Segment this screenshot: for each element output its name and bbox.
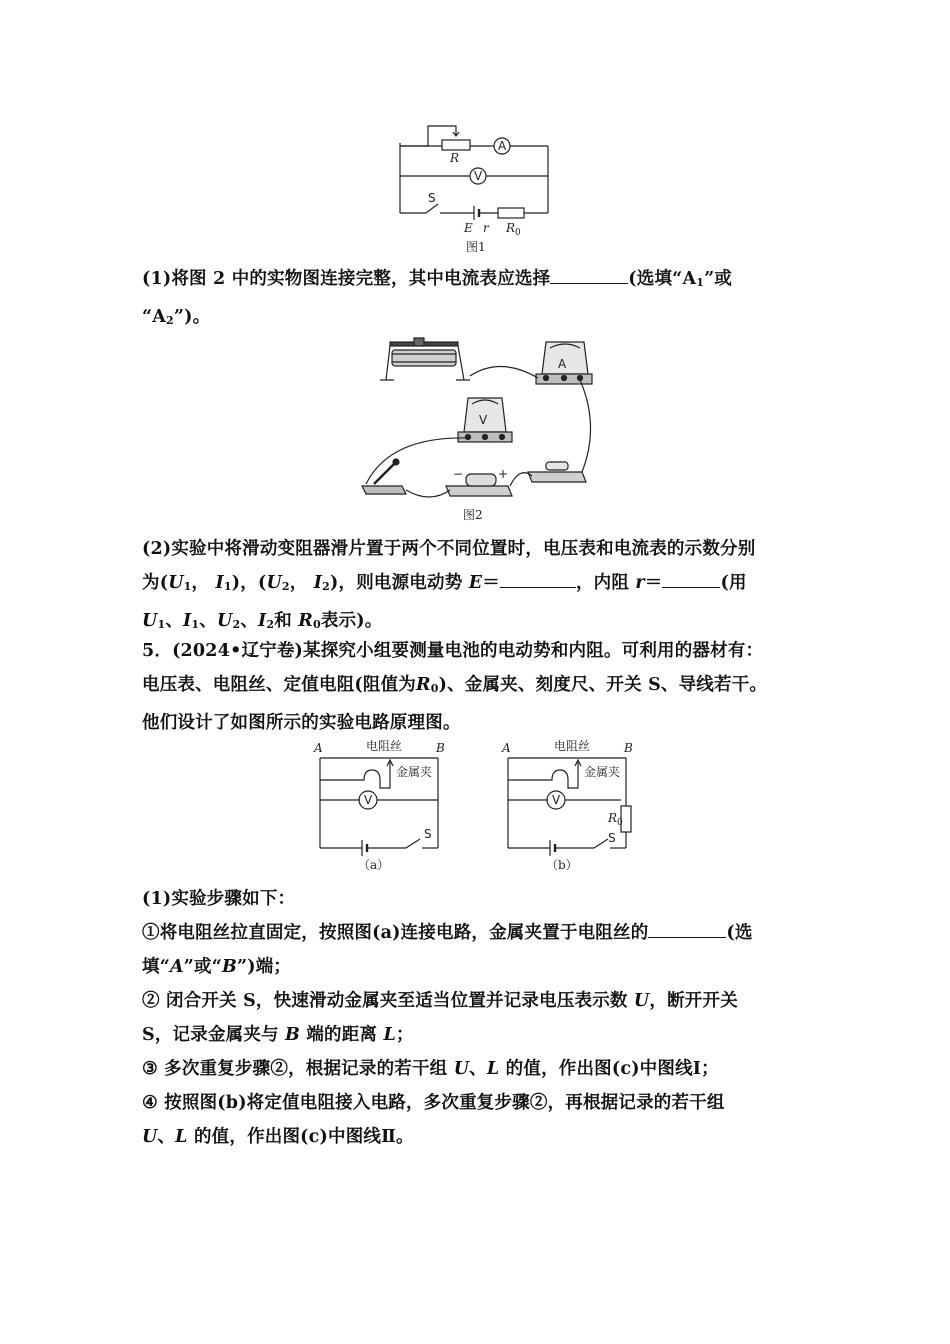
- question-2: (2)实验中将滑动变阻器滑片置于两个不同位置时，电压表和电流表的示数分别 为($U_1$， $I_1$)，($U_2$， $I_2$)，则电源电动势 E＝ ，内阻 r＝ (用 $U_1$、$I_1$、$U_2$、$I_2$和 $R_0$表示)。: [142, 539, 756, 631]
- figure-b-clip-label: 金属夹: [584, 765, 621, 779]
- figure-1-circuit: [390, 118, 560, 256]
- figure-b-switch-label: S: [608, 831, 616, 845]
- answer-blank-ammeter[interactable]: [550, 263, 628, 284]
- step-2: ② 闭合开关 S，快速滑动金属夹至适当位置并记录电压表示数: [142, 991, 628, 1011]
- steps-title: (1)实验步骤如下：: [142, 889, 296, 909]
- figure-b-point-B: B: [624, 741, 633, 755]
- voltmeter-device-label: V: [479, 413, 488, 427]
- figure-a-circuit: [310, 738, 450, 874]
- internal-r-label: r: [483, 221, 489, 235]
- rheostat-label: R: [450, 151, 460, 165]
- figure-a-switch: [406, 839, 420, 848]
- figure-b-wire-label: 电阻丝: [554, 739, 591, 753]
- figure-a-caption: （a）: [358, 858, 390, 872]
- figure-b-r0-label: $R_0$: [608, 811, 623, 828]
- figure-a-switch-label: S: [424, 827, 432, 841]
- battery-minus: −: [453, 467, 464, 481]
- wire-switch-battery: [406, 490, 450, 497]
- ammeter-label: A: [498, 139, 507, 153]
- step-4: ④ 按照图(b)将定值电阻接入电路，多次重复步骤②，再根据记录的若干组: [142, 1093, 725, 1113]
- experiment-steps: (1)实验步骤如下： ①将电阻丝拉直固定，按照图(a)连接电路，金属夹置于电阻丝的 (选 填“A”或“B”)端； ② 闭合开关 S，快速滑动金属夹至适当位置并记录电压表示数 U，断开开关 S，记录金属夹与 B 端的距离 L； ③ 多次重复步骤②，根据记录的若干组 U、L 的值，作出图(c)中图线Ⅰ； ④ 按照图(b)将定值电阻接入电路，多次重复步骤②，再根据记录的若干组 U、L 的值，作出图(c)中图线Ⅱ。: [142, 889, 753, 1147]
- figure-2-caption: 图2: [463, 508, 483, 522]
- rheostat-R: [442, 140, 470, 150]
- figure-b-clip-wire: [508, 762, 578, 788]
- fixed-resistor-device: [528, 462, 586, 482]
- switch-S: [426, 204, 438, 213]
- battery-plus: +: [498, 467, 509, 481]
- ammeter-device: [536, 342, 592, 384]
- step-1: ①将电阻丝拉直固定，按照图(a)连接电路，金属夹置于电阻丝的: [142, 923, 649, 943]
- resistor-R0: [498, 208, 524, 218]
- voltmeter-label: V: [474, 169, 483, 183]
- question-5: 5．(2024•辽宁卷)某探究小组要测量电池的电动势和内阻。可利用的器材有： 电压表、电阻丝、定值电阻(阻值为$R_0$)、金属夹、刻度尺、开关 S、导线若干。 他们设计了如图所示的实验电路原理图。: [142, 641, 768, 733]
- figure-b-switch: [594, 839, 608, 848]
- figure-b-circuit: [498, 738, 638, 874]
- r0-label: $R_0$: [506, 221, 521, 238]
- figure-1-caption: 图1: [466, 240, 486, 254]
- answer-blank-emf[interactable]: [500, 567, 576, 588]
- figure-b-point-A: A: [502, 741, 511, 755]
- question-1: (1)将图 2 中的实物图连接完整，其中电流表应选择 (选填“$A_1$”或 “$A_2$”)。: [142, 262, 810, 338]
- figure-b-voltmeter-label: V: [552, 793, 561, 807]
- switch-label: S: [428, 191, 436, 205]
- figure-a-voltmeter-label: V: [364, 793, 373, 807]
- step-3: ③ 多次重复步骤②，根据记录的若干组: [142, 1059, 448, 1079]
- battery-device: [446, 467, 512, 496]
- knife-switch-device: [362, 459, 406, 494]
- answer-blank-internal-resistance[interactable]: [662, 567, 720, 588]
- figure-a-wire-label: 电阻丝: [366, 739, 403, 753]
- figure-a-point-A: A: [314, 741, 323, 755]
- rheostat-device: [380, 338, 470, 380]
- emf-label: E: [464, 221, 473, 235]
- wire-rheostat-ammeter: [470, 366, 538, 378]
- ammeter-device-label: A: [558, 357, 567, 371]
- figure-b-caption: （b）: [546, 858, 578, 872]
- figure-2-physical-apparatus: [350, 336, 600, 526]
- answer-blank-clip-end[interactable]: [648, 917, 726, 938]
- figure-a-clip-label: 金属夹: [396, 765, 433, 779]
- rheostat-wire: [400, 126, 456, 146]
- wire-ammeter-resistor: [580, 380, 591, 472]
- voltmeter-device: [458, 398, 512, 442]
- figure-a-point-B: B: [436, 741, 445, 755]
- figure-a-clip-wire: [320, 762, 390, 788]
- q1-text: (1)将图 2 中的实物图连接完整，其中电流表应选择: [142, 269, 551, 289]
